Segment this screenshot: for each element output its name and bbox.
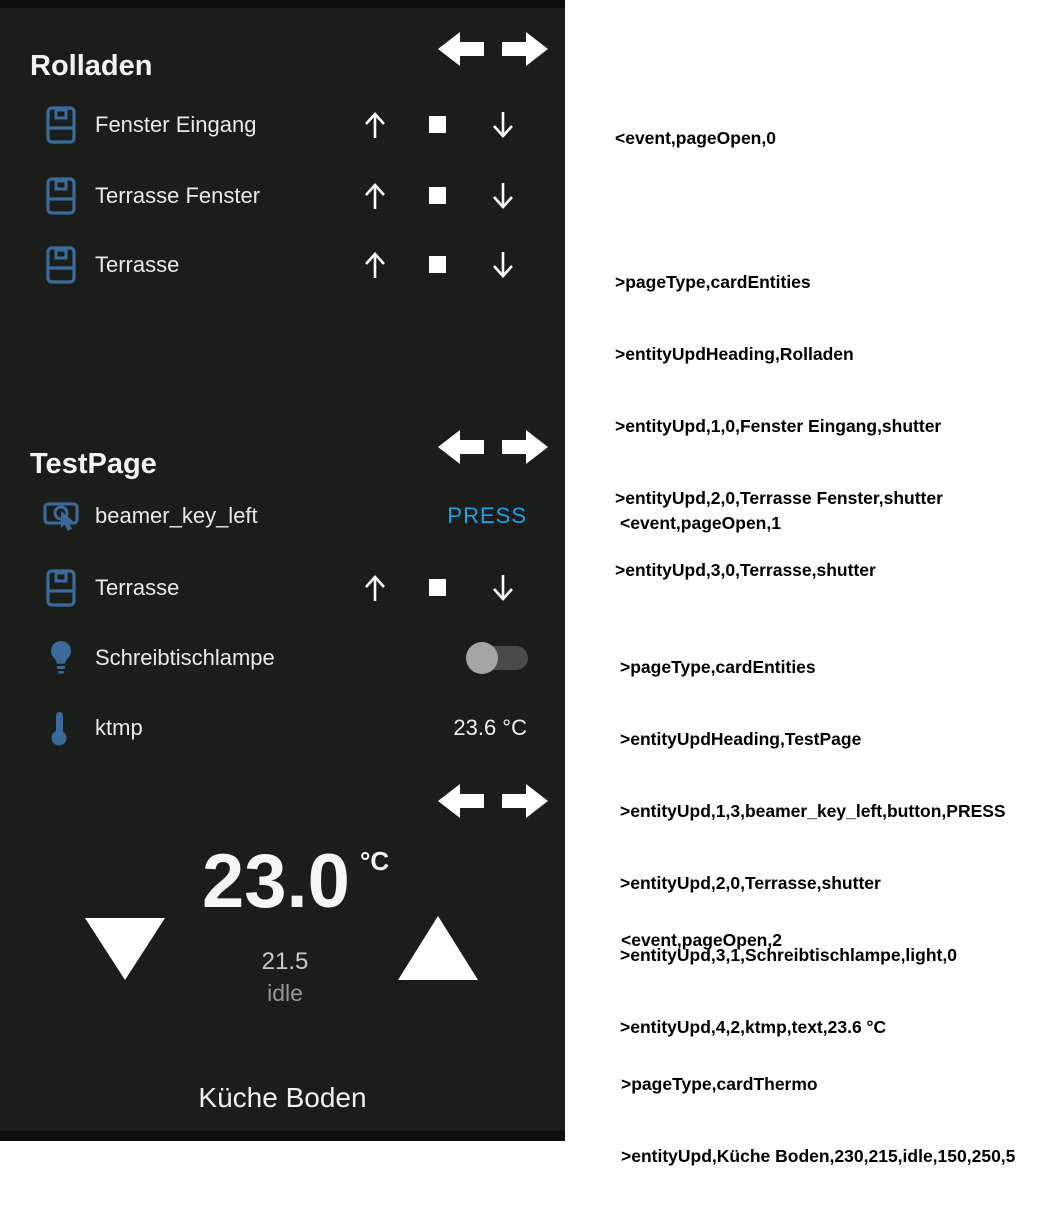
card-entities-testpage	[0, 410, 565, 760]
light-toggle-switch[interactable]	[466, 642, 528, 674]
protocol-line: >entityUpdHeading,TestPage	[620, 729, 862, 749]
page-title: TestPage	[30, 448, 157, 481]
temp-increase-button[interactable]	[398, 916, 478, 985]
shutter-up-icon[interactable]	[362, 241, 388, 289]
gesture-tap-button-icon	[42, 500, 80, 539]
entity-name: beamer_key_left	[95, 503, 258, 528]
shutter-icon	[46, 177, 76, 220]
shutter-stop-icon[interactable]	[429, 187, 446, 204]
thermometer-icon	[50, 710, 68, 751]
card-thermo-kueche-boden	[0, 760, 565, 1141]
lightbulb-icon	[48, 640, 74, 681]
entity-name: Fenster Eingang	[95, 112, 257, 137]
protocol-line: >entityUpd,3,0,Terrasse,shutter	[615, 560, 876, 580]
entity-name: ktmp	[95, 715, 143, 740]
target-temperature: 21.5	[261, 948, 309, 975]
protocol-gap	[615, 198, 943, 222]
shutter-stop-icon[interactable]	[429, 256, 446, 273]
shutter-up-icon[interactable]	[362, 172, 388, 220]
prev-page-arrow-icon[interactable]	[438, 428, 484, 466]
entity-name: Terrasse	[95, 252, 180, 277]
shutter-down-icon[interactable]	[490, 241, 516, 289]
protocol-event-line: <event,pageOpen,1	[620, 513, 781, 533]
shutter-stop-icon[interactable]	[429, 579, 446, 596]
entity-name: Terrasse	[95, 575, 180, 600]
protocol-gap	[620, 583, 1006, 607]
protocol-event-line: <event,pageOpen,2	[621, 930, 782, 950]
page-title: Rolladen	[30, 50, 153, 83]
protocol-line: >pageType,cardThermo	[621, 1074, 818, 1094]
protocol-line: >pageType,cardEntities	[615, 272, 811, 292]
protocol-line: >entityUpd,4,2,ktmp,text,23.6 °C	[620, 1017, 887, 1037]
entity-name: Terrasse Fenster	[95, 183, 261, 208]
protocol-line: >entityUpd,1,0,Fenster Eingang,shutter	[615, 416, 942, 436]
shutter-up-icon[interactable]	[362, 564, 388, 612]
next-page-arrow-icon[interactable]	[502, 428, 548, 466]
thermostat-title: Küche Boden	[198, 1082, 367, 1113]
protocol-gap	[621, 1000, 1015, 1024]
prev-page-arrow-icon[interactable]	[438, 30, 484, 68]
press-button[interactable]: PRESS	[447, 503, 527, 528]
entity-row-terrasse	[0, 564, 565, 612]
shutter-icon	[46, 246, 76, 289]
entity-row-beamer-key-left	[0, 492, 565, 540]
next-page-arrow-icon[interactable]	[502, 782, 548, 820]
protocol-line: >entityUpd,3,1,Schreibtischlampe,light,0	[620, 945, 957, 965]
card-entities-rolladen	[0, 0, 565, 410]
current-temperature: 23.0	[202, 839, 350, 924]
shutter-up-icon[interactable]	[362, 101, 388, 149]
protocol-block-page2	[621, 880, 1015, 1216]
protocol-line: >entityUpd,Küche Boden,230,215,idle,150,250,5	[621, 1146, 1016, 1166]
protocol-line: >entityUpdHeading,Rolladen	[615, 344, 854, 364]
shutter-down-icon[interactable]	[490, 172, 516, 220]
temperature-value: 23.6 °C	[453, 715, 527, 740]
prev-page-arrow-icon[interactable]	[438, 782, 484, 820]
entity-name: Schreibtischlampe	[95, 645, 275, 670]
temperature-unit: °C	[360, 846, 390, 876]
protocol-line: >pageType,cardEntities	[620, 657, 816, 677]
shutter-icon	[46, 106, 76, 149]
shutter-stop-icon[interactable]	[429, 116, 446, 133]
entity-row-terrasse-fenster	[0, 172, 565, 220]
entity-row-terrasse	[0, 241, 565, 289]
temp-decrease-button[interactable]	[85, 918, 165, 985]
toggle-knob	[466, 642, 498, 674]
panel-bottom-edge	[0, 1131, 565, 1141]
protocol-line: >entityUpd,2,0,Terrasse,shutter	[620, 873, 881, 893]
shutter-down-icon[interactable]	[490, 564, 516, 612]
hvac-state: idle	[267, 980, 303, 1006]
entity-row-ktmp	[0, 704, 565, 752]
entity-row-schreibtischlampe	[0, 634, 565, 682]
shutter-down-icon[interactable]	[490, 101, 516, 149]
protocol-line: >entityUpd,2,0,Terrasse Fenster,shutter	[615, 488, 943, 508]
next-page-arrow-icon[interactable]	[502, 30, 548, 68]
protocol-event-line: <event,pageOpen,0	[615, 128, 776, 148]
protocol-line: >entityUpd,1,3,beamer_key_left,button,PRESS	[620, 801, 1006, 821]
entity-row-fenster-eingang	[0, 101, 565, 149]
shutter-icon	[46, 569, 76, 612]
